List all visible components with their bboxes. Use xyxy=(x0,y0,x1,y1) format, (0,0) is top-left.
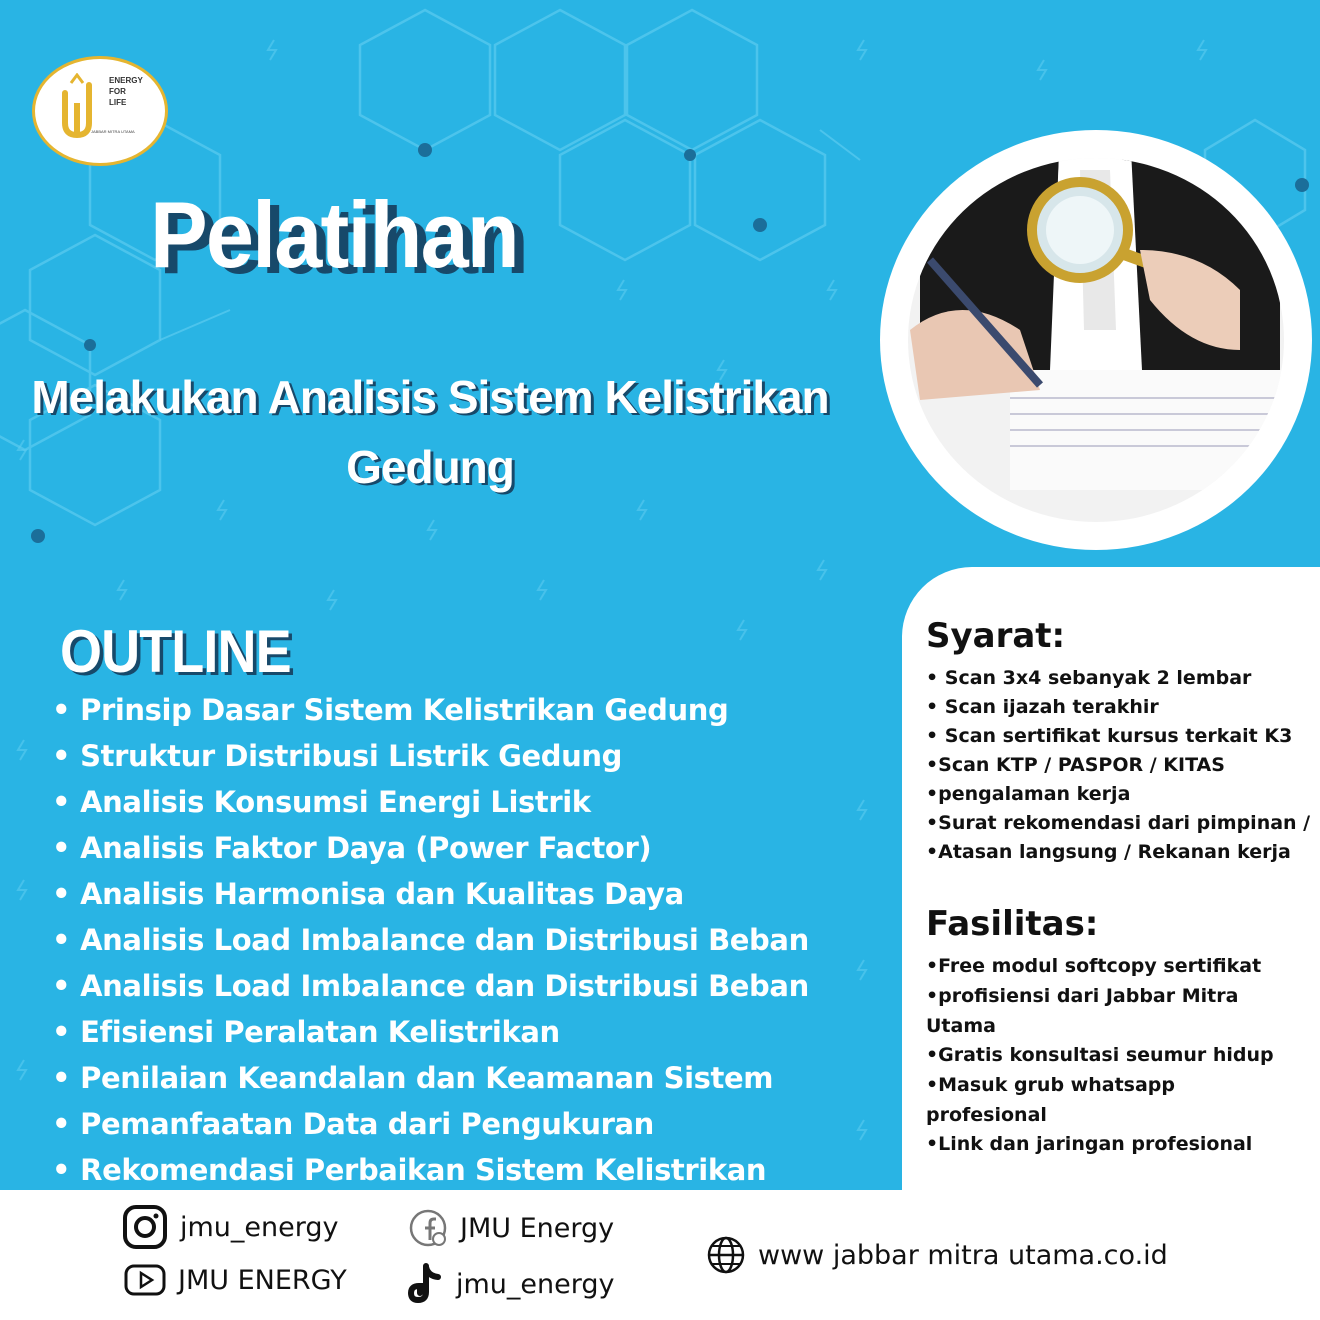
logo-subtext: JABBAR MITRA UTAMA xyxy=(91,129,135,134)
globe-icon xyxy=(706,1235,746,1275)
outline-item: • Analisis Load Imbalance dan Distribusi Beban xyxy=(52,917,809,963)
outline-item: • Pemanfaatan Data dari Pengukuran xyxy=(52,1101,809,1147)
outline-list xyxy=(52,687,809,1193)
company-logo xyxy=(32,56,168,166)
facility-item: •profisiensi dari Jabbar Mitra Utama xyxy=(926,985,1239,1037)
youtube-link[interactable] xyxy=(124,1264,347,1296)
instagram-icon xyxy=(122,1204,168,1250)
facility-item: •Free modul softcopy sertifikat xyxy=(926,955,1262,977)
website-url: www jabbar mitra utama.co.id xyxy=(758,1239,1168,1271)
tiktok-icon xyxy=(408,1262,444,1306)
facilities-list xyxy=(926,952,1296,1159)
youtube-channel: JMU ENERGY xyxy=(178,1264,347,1296)
requirements-list xyxy=(926,664,1310,867)
requirement-item: •Scan KTP / PASPOR / KITAS xyxy=(926,754,1225,776)
outline-item: • Struktur Distribusi Listrik Gedung xyxy=(52,733,809,779)
requirement-item: • Scan sertifikat kursus terkait K3 xyxy=(926,725,1293,747)
facility-item: •Gratis konsultasi seumur hidup xyxy=(926,1044,1274,1066)
requirement-item: • Scan 3x4 sebanyak 2 lembar xyxy=(926,667,1252,689)
requirement-item: •pengalaman kerja xyxy=(926,783,1131,805)
facility-item: •Link dan jaringan profesional xyxy=(926,1133,1253,1155)
youtube-icon xyxy=(124,1264,166,1296)
tiktok-handle: jmu_energy xyxy=(456,1268,615,1300)
requirements-heading: Syarat: xyxy=(926,616,1066,656)
outline-item: • Analisis Load Imbalance dan Distribusi Beban xyxy=(52,963,809,1009)
requirement-item: •Surat rekomendasi dari pimpinan / xyxy=(926,812,1311,834)
requirement-item: •Atasan langsung / Rekanan kerja xyxy=(926,841,1291,863)
facebook-icon xyxy=(408,1208,448,1248)
magnifying-glass-document-photo xyxy=(880,130,1312,550)
facilities-heading: Fasilitas: xyxy=(926,904,1099,944)
outline-item: • Penilaian Keandalan dan Keamanan Sistem xyxy=(52,1055,809,1101)
page-subtitle: Melakukan Analisis Sistem Kelistrikan Gedung xyxy=(31,371,829,493)
outline-item: • Analisis Konsumsi Energi Listrik xyxy=(52,779,809,825)
outline-item: • Analisis Harmonisa dan Kualitas Daya xyxy=(52,871,809,917)
instagram-handle: jmu_energy xyxy=(180,1211,339,1243)
tiktok-link[interactable] xyxy=(408,1262,615,1306)
photo-frame xyxy=(880,130,1312,550)
outline-heading: OUTLINE xyxy=(60,618,291,685)
facility-item: •Masuk grub whatsapp profesional xyxy=(926,1074,1175,1126)
instagram-link[interactable] xyxy=(122,1204,339,1250)
outline-item: • Analisis Faktor Daya (Power Factor) xyxy=(52,825,809,871)
website-link[interactable] xyxy=(706,1235,1168,1275)
facebook-link[interactable] xyxy=(408,1208,614,1248)
requirement-item: • Scan ijazah terakhir xyxy=(926,696,1159,718)
logo-text: ENERGY FOR LIFE xyxy=(109,76,143,107)
outline-item: • Prinsip Dasar Sistem Kelistrikan Gedung xyxy=(52,687,809,733)
outline-item: • Efisiensi Peralatan Kelistrikan xyxy=(52,1009,809,1055)
outline-item: • Rekomendasi Perbaikan Sistem Kelistrikan xyxy=(52,1147,809,1193)
facebook-name: JMU Energy xyxy=(460,1212,615,1244)
page-title: Pelatihan xyxy=(150,182,518,287)
